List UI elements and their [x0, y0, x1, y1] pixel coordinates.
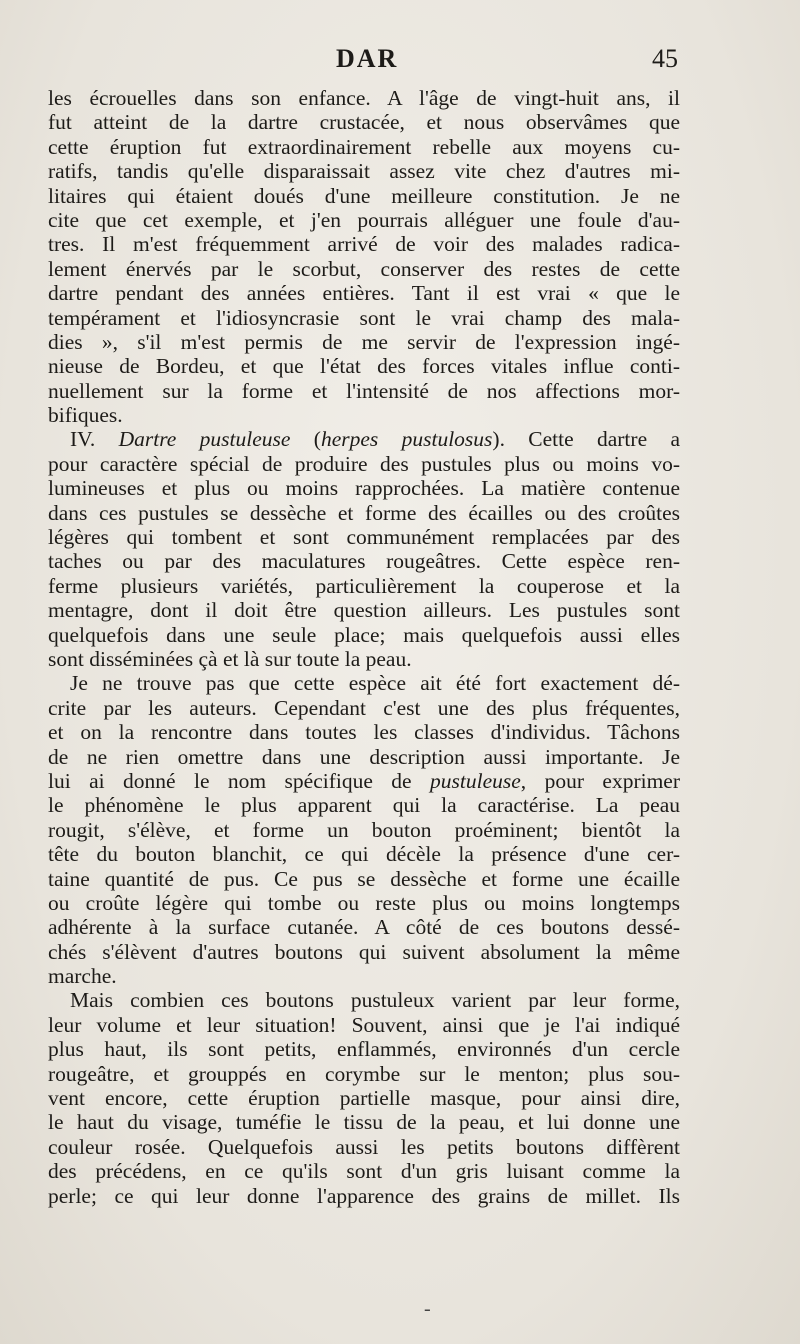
text-line: vent encore, cette éruption partielle masque, pour ainsi dire,: [48, 1086, 680, 1111]
text-line: adhérente à la surface cutanée. A côté de ces boutons dessé-: [48, 915, 680, 940]
text-line: légères qui tombent et sont communément remplacées par des: [48, 525, 680, 550]
text-line: de ne rien omettre dans une description aussi importante. Je: [48, 744, 680, 769]
footer-mark: -: [424, 1298, 431, 1320]
text-line: plus haut, ils sont petits, enflammés, environnés d'un cercle: [48, 1037, 680, 1062]
text-line: lement énervés par le scorbut, conserver des restes de cette: [48, 256, 680, 281]
text-line: bifiques.: [48, 403, 123, 428]
text-line: des précédens, en ce qu'ils sont d'un gris luisant comme la: [48, 1159, 680, 1184]
text-line: mentagre, dont il doit être question ailleurs. Les pustules sont: [48, 598, 680, 623]
text-line: lumineuses et plus ou moins rapprochées. La matière contenue: [48, 476, 680, 501]
species-name: Dartre pustuleuse: [118, 427, 291, 452]
latin-name: herpes pustulosus: [320, 427, 493, 452]
text-line: fut atteint de la dartre crustacée, et nous observâmes que: [48, 110, 680, 135]
text-line: le haut du visage, tuméfie le tissu de la peau, et lui donne une: [48, 1110, 680, 1135]
text-line: Mais combien ces boutons pustuleux varient par leur forme,: [70, 988, 680, 1013]
body-text: [48, 86, 680, 1208]
term: pustuleuse: [430, 768, 521, 793]
text-line: nieuse de Bordeu, et que l'état des forces vitales influe conti-: [48, 354, 680, 379]
text-line: Je ne trouve pas que cette espèce ait été fort exactement dé-: [70, 671, 680, 696]
text-line: tête du bouton blanchit, ce qui décèle la présence d'une cer-: [48, 842, 680, 867]
page-number: 45: [652, 44, 678, 73]
text-line: lui ai donné le nom spécifique de pustuleuse, pour exprimer: [48, 768, 680, 793]
text-line: dies », s'il m'est permis de me servir de l'expression ingé-: [48, 329, 680, 354]
text-line: ferme plusieurs variétés, particulièrement la couperose et la: [48, 573, 680, 598]
text-line: ou croûte légère qui tombe ou reste plus ou moins longtemps: [48, 890, 680, 915]
text-line: rougit, s'élève, et forme un bouton proéminent; bientôt la: [48, 817, 680, 842]
text-line: ratifs, tandis qu'elle disparaissait assez vite chez d'autres mi-: [48, 159, 680, 184]
text-line: tres. Il m'est fréquemment arrivé de voir des malades radica-: [48, 232, 680, 257]
text-line: marche.: [48, 964, 117, 989]
text-line: taine quantité de pus. Ce pus se dessèche et forme une écaille: [48, 866, 680, 891]
text-line: sont disséminées çà et là sur toute la peau.: [48, 646, 412, 671]
text-line: dans ces pustules se dessèche et forme des écailles ou des croûtes: [48, 500, 680, 525]
section-heading-line: IV. Dartre pustuleuse (herpes pustulosus). Cette dartre a: [70, 427, 680, 452]
text-line: perle; ce qui leur donne l'apparence des grains de millet. Ils: [48, 1183, 680, 1208]
text-line: cette éruption fut extraordinairement rebelle aux moyens cu-: [48, 134, 680, 159]
text-line: dartre pendant des années entières. Tant il est vrai « que le: [48, 281, 680, 306]
text-line: tempérament et l'idiosyncrasie sont le vrai champ des mala-: [48, 305, 680, 330]
text-line: quelquefois dans une seule place; mais quelquefois aussi elles: [48, 622, 680, 647]
text-line: litaires qui étaient doués d'une meilleure constitution. Je ne: [48, 183, 680, 208]
text-line: pour caractère spécial de produire des pustules plus ou moins vo-: [48, 451, 680, 476]
text-line: le phénomène le plus apparent qui la caractérise. La peau: [48, 793, 680, 818]
text-line: nuellement sur la forme et l'intensité de nos affections mor-: [48, 378, 680, 403]
text-line: taches ou par des maculatures rougeâtres. Cette espèce ren-: [48, 549, 680, 574]
text-line: couleur rosée. Quelquefois aussi les petits boutons diffèrent: [48, 1134, 680, 1159]
text-line: leur volume et leur situation! Souvent, ainsi que je l'ai indiqué: [48, 1012, 680, 1037]
text-line: cite que cet exemple, et j'en pourrais alléguer une foule d'au-: [48, 207, 680, 232]
text-line: les écrouelles dans son enfance. A l'âge de vingt-huit ans, il: [48, 86, 680, 110]
text-line: chés s'élèvent d'autres boutons qui suivent absolument la même: [48, 939, 680, 964]
text-line: crite par les auteurs. Cependant c'est une des plus fréquentes,: [48, 695, 680, 720]
running-head: DAR: [336, 44, 399, 73]
text-line: et on la rencontre dans toutes les classes d'individus. Tâchons: [48, 720, 680, 745]
text-line: rougeâtre, et grouppés en corymbe sur le menton; plus sou-: [48, 1061, 680, 1086]
page-header: [0, 44, 800, 84]
